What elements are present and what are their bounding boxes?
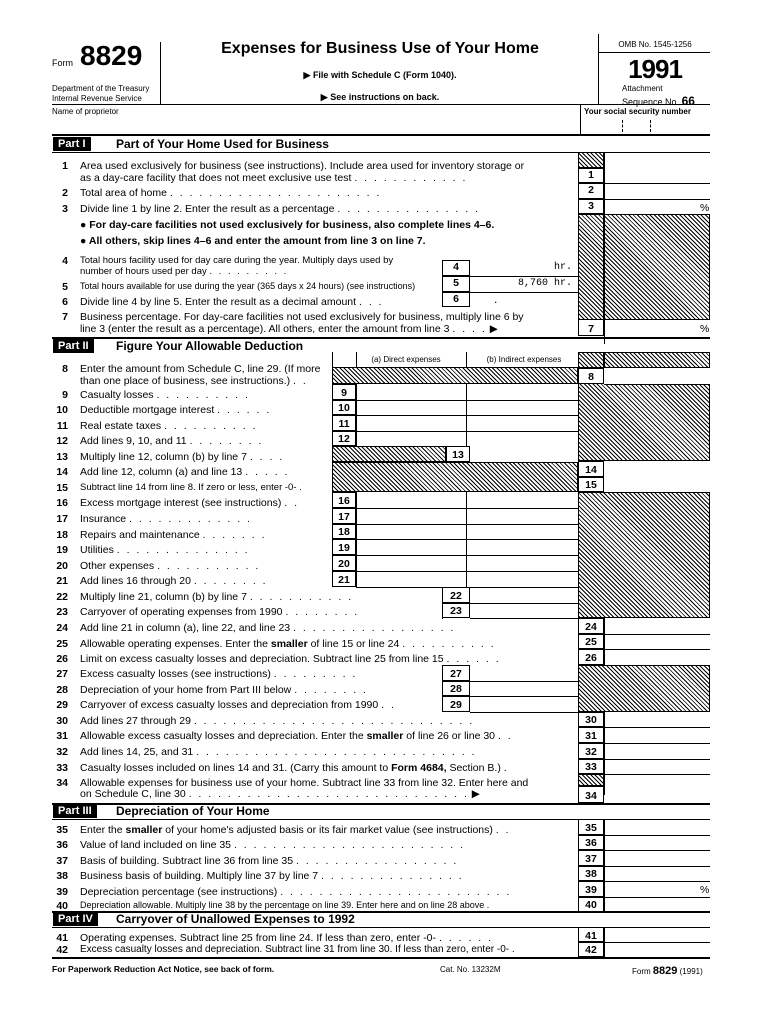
footer-form: Form 8829 (1991): [632, 965, 703, 977]
line26-text: Limit on excess casualty losses and depreciation. Subtract line 25 from line 15: [80, 653, 444, 665]
line13-amount[interactable]: [470, 446, 578, 463]
paperwork-notice: For Paperwork Reduction Act Notice, see back of form.: [52, 964, 275, 974]
line12-text: Add lines 9, 10, and 11: [80, 435, 187, 447]
name-label: Name of proprietor: [52, 107, 119, 116]
line15-text: Subtract line 14 from line 8. If zero or less, enter -0-: [80, 482, 297, 493]
line1-amount[interactable]: [604, 168, 710, 184]
column-a-header: (a) Direct expenses: [371, 355, 441, 364]
line4-text-b: number of hours used per day: [80, 266, 207, 277]
line20-amounts[interactable]: [356, 555, 578, 572]
line10-amounts[interactable]: [356, 400, 578, 416]
line2-amount[interactable]: [604, 183, 710, 200]
line15-amount[interactable]: [604, 477, 710, 493]
form-title: Expenses for Business Use of Your Home: [221, 40, 539, 57]
line23-text: Carryover of operating expenses from 1990: [80, 606, 283, 618]
irs-label: Internal Revenue Service: [52, 94, 142, 103]
ssn-input[interactable]: [600, 120, 700, 134]
line25-text: Allowable operating expenses. Enter the smaller of line 15 or line 24 . . . . . . . . . .: [80, 638, 496, 650]
line39-pct: %: [700, 884, 710, 896]
line11-amounts[interactable]: [356, 415, 578, 432]
form-number: 8829: [80, 40, 143, 71]
line18-text: Repairs and maintenance: [80, 529, 200, 541]
line14-text: Add line 12, column (a) and line 13: [80, 466, 243, 478]
line28-amount[interactable]: [470, 681, 578, 697]
line37-amount[interactable]: [604, 850, 710, 867]
line3-text: Divide line 1 by line 2. Enter the result as a percentage: [80, 203, 335, 215]
line4-text-a: Total hours facility used for day care during the year. Multiply days used by: [80, 255, 394, 266]
line34-amount[interactable]: [604, 786, 710, 803]
see-instructions: ▶ See instructions on back.: [320, 92, 440, 102]
line37-text: Basis of building. Subtract line 36 from line 35: [80, 855, 294, 867]
line26-amount[interactable]: [604, 649, 710, 666]
line22-amount[interactable]: [470, 587, 578, 604]
line3-pct: %: [700, 202, 710, 214]
line34-text-b: on Schedule C, line 30: [80, 788, 186, 800]
bullet2: ● All others, skip lines 4–6 and enter the amount from line 3 on line 7.: [80, 235, 426, 247]
line38-amount[interactable]: [604, 866, 710, 882]
part3-label: Part III: [53, 804, 97, 818]
line36-amount[interactable]: [604, 835, 710, 851]
line29-amount[interactable]: [470, 696, 578, 713]
line9-text: Casualty losses: [80, 389, 154, 401]
line3-amount[interactable]: [604, 199, 710, 215]
line1-text-a: Area used exclusively for business (see instructions). Include area used for inventory storage or: [80, 160, 525, 172]
line42-text: Excess casualty losses and depreciation. Subtract line 31 from line 30. If less than zero, enter -0-: [80, 944, 510, 955]
bullet1: ● For day-care facilities not used exclusively for business, also complete lines 4–6.: [80, 219, 495, 231]
line31-amount[interactable]: [604, 727, 710, 744]
tax-year: 1991: [628, 54, 682, 84]
line10-text: Deductible mortgage interest: [80, 404, 215, 416]
line24-text: Add line 21 in column (a), line 22, and line 23: [80, 622, 291, 634]
line13-text: Multiply line 12, column (b) by line 7: [80, 451, 247, 463]
line4-amount[interactable]: hr.: [470, 260, 578, 277]
line39-amount[interactable]: [604, 881, 710, 898]
line27-text: Excess casualty losses (see instructions): [80, 668, 271, 680]
line7-text-b: line 3 (enter the result as a percentage). All others, enter the amount from line 3: [80, 323, 450, 335]
line18-amounts[interactable]: [356, 524, 578, 540]
line6-amount[interactable]: .: [494, 292, 498, 306]
line16-amounts[interactable]: [356, 492, 578, 509]
line27-amount[interactable]: [470, 665, 578, 682]
line35-amount[interactable]: [604, 819, 710, 836]
line30-text: Add lines 27 through 29: [80, 715, 191, 727]
attachment-label: Attachment: [622, 84, 663, 93]
line33-amount[interactable]: [604, 759, 710, 775]
line17-text: Insurance: [80, 513, 127, 525]
line22-text: Multiply line 21, column (b) by line 7: [80, 591, 247, 603]
catalog-number: Cat. No. 13232M: [440, 965, 501, 974]
line30-amount[interactable]: [604, 712, 710, 728]
line33-text: Casualty losses included on lines 14 and 31. (Carry this amount to Form 4684, Section B.) .: [80, 762, 509, 774]
line11-text: Real estate taxes: [80, 420, 162, 432]
line32-text: Add lines 14, 25, and 31: [80, 746, 194, 758]
line8-amount[interactable]: [604, 368, 710, 385]
part3-title: Depreciation of Your Home: [116, 804, 270, 818]
line28-text: Depreciation of your home from Part III below: [80, 684, 292, 696]
line32-amount[interactable]: [604, 743, 710, 760]
form-label: Form: [52, 58, 73, 68]
line5-text: Total hours available for use during the year (365 days x 24 hours) (see instructions): [80, 281, 416, 291]
line20-text: Other expenses: [80, 560, 155, 572]
line7-amount[interactable]: [604, 320, 710, 336]
line29-text: Carryover of excess casualty losses and depreciation from 1990: [80, 699, 379, 711]
sequence-number: 66: [681, 94, 695, 108]
line12-amounts[interactable]: [356, 431, 578, 447]
line34-text-a: Allowable expenses for business use of your home. Subtract line 33 from line 32. Enter here and: [80, 777, 529, 789]
line39-text: Depreciation percentage (see instructions): [80, 886, 278, 898]
part4-title: Carryover of Unallowed Expenses to 1992: [116, 912, 355, 926]
name-input[interactable]: [52, 118, 578, 132]
omb-number: OMB No. 1545-1256: [618, 40, 692, 49]
line8-text-b: than one place of business, see instructions.): [80, 375, 291, 387]
line6-text: Divide line 4 by line 5. Enter the result as a decimal amount: [80, 296, 357, 308]
line14-amount[interactable]: [604, 461, 710, 478]
part1-title: Part of Your Home Used for Business: [116, 137, 329, 151]
line40-amount[interactable]: [604, 897, 710, 912]
sequence-label: Sequence No.: [622, 97, 680, 107]
line24-amount[interactable]: [604, 618, 710, 635]
line38-text: Business basis of building. Multiply line 37 by line 7: [80, 870, 319, 882]
line41-text: Operating expenses. Subtract line 25 from line 24. If less than zero, enter -0-: [80, 932, 437, 944]
line41-amount[interactable]: [604, 927, 710, 943]
line31-text: Allowable excess casualty losses and depreciation. Enter the smaller of line 26 or line 30 . .: [80, 730, 513, 742]
column-b-header: (b) Indirect expenses: [486, 355, 562, 364]
line35-text: Enter the smaller of your home's adjusted basis or its fair market value (see instructions) . .: [80, 824, 511, 836]
line1-text-b: as a day-care facility that does not meet exclusive use test: [80, 172, 352, 184]
line16-text: Excess mortgage interest (see instructions): [80, 497, 282, 509]
part2-label: Part II: [53, 339, 94, 353]
line7-pct: %: [700, 323, 710, 335]
part1-label: Part I: [53, 137, 91, 151]
line9-amounts[interactable]: [356, 384, 578, 401]
part4-label: Part IV: [53, 912, 98, 926]
part2-title: Figure Your Allowable Deduction: [116, 339, 304, 353]
line25-amount[interactable]: [604, 634, 710, 650]
line21-text: Add lines 16 through 20: [80, 575, 191, 587]
ssn-label: Your social security number: [584, 107, 691, 116]
line42-amount[interactable]: [604, 942, 710, 957]
file-with: ▶ File with Schedule C (Form 1040).: [303, 70, 457, 80]
line21-amounts[interactable]: [356, 571, 578, 588]
line7-text-a: Business percentage. For day-care facilities not used exclusively for business, multiply line 6 by: [80, 311, 524, 323]
line23-amount[interactable]: [470, 603, 578, 619]
line8-text-a: Enter the amount from Schedule C, line 29. (If more: [80, 363, 321, 375]
line40-text: Depreciation allowable. Multiply line 38 by the percentage on line 39. Enter here and on line 28 above: [80, 900, 485, 910]
line5-amount[interactable]: 8,760 hr.: [470, 276, 578, 293]
line36-text: Value of land included on line 35: [80, 839, 232, 851]
line17-amounts[interactable]: [356, 508, 578, 525]
line19-text: Utilities: [80, 544, 114, 556]
line2-text: Total area of home: [80, 187, 167, 199]
line19-amounts[interactable]: [356, 539, 578, 556]
department: Department of the Treasury: [52, 84, 150, 93]
